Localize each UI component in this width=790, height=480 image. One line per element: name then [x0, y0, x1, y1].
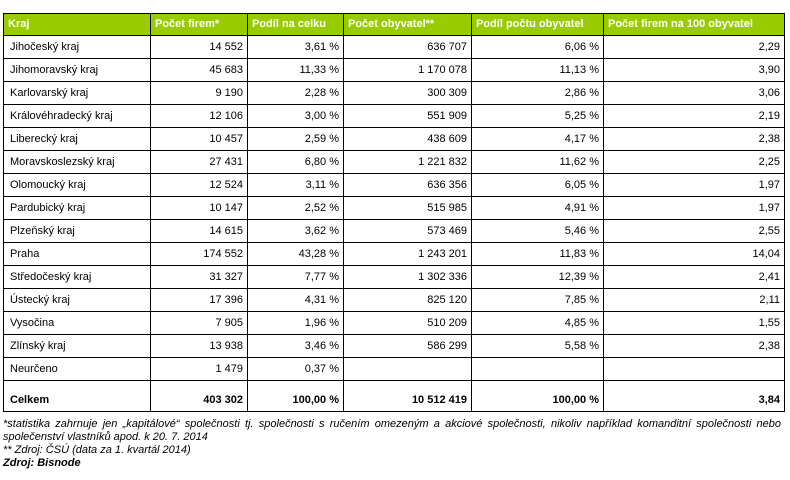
- cell-population: [344, 358, 472, 381]
- regions-table: [3, 13, 785, 412]
- cell-population: 300 309: [344, 82, 472, 105]
- cell-region: Vysočina: [4, 312, 151, 335]
- cell-firms: 17 396: [151, 289, 248, 312]
- cell-firms-per-100: 2,25: [604, 151, 785, 174]
- footnotes: [3, 418, 781, 470]
- cell-population-share: 11,13 %: [472, 59, 604, 82]
- spacer-cell: [248, 381, 344, 390]
- data-table-container: [3, 13, 785, 412]
- table-row: [4, 36, 785, 59]
- cell-share: 43,28 %: [248, 243, 344, 266]
- cell-firms: 12 106: [151, 105, 248, 128]
- cell-population-share: 2,86 %: [472, 82, 604, 105]
- cell-population: 586 299: [344, 335, 472, 358]
- total-population: 10 512 419: [344, 389, 472, 412]
- cell-share: 2,59 %: [248, 128, 344, 151]
- table-row: [4, 243, 785, 266]
- table-row: [4, 335, 785, 358]
- footnote-source-bisnode: Zdroj: Bisnode: [3, 457, 81, 469]
- cell-share: 3,62 %: [248, 220, 344, 243]
- cell-firms-per-100: [604, 358, 785, 381]
- cell-firms-per-100: 3,06: [604, 82, 785, 105]
- cell-population-share: 5,46 %: [472, 220, 604, 243]
- cell-region: Pardubický kraj: [4, 197, 151, 220]
- cell-region: Středočeský kraj: [4, 266, 151, 289]
- cell-population-share: 4,17 %: [472, 128, 604, 151]
- table-row: [4, 174, 785, 197]
- cell-population-share: 6,06 %: [472, 36, 604, 59]
- cell-firms: 174 552: [151, 243, 248, 266]
- cell-firms: 7 905: [151, 312, 248, 335]
- cell-firms-per-100: 1,55: [604, 312, 785, 335]
- cell-population-share: 4,91 %: [472, 197, 604, 220]
- cell-population: 438 609: [344, 128, 472, 151]
- total-firms-per-100: 3,84: [604, 389, 785, 412]
- cell-population: 1 243 201: [344, 243, 472, 266]
- cell-population: 1 302 336: [344, 266, 472, 289]
- cell-share: 11,33 %: [248, 59, 344, 82]
- total-row: [4, 389, 785, 412]
- cell-share: 3,46 %: [248, 335, 344, 358]
- cell-firms: 12 524: [151, 174, 248, 197]
- footnote-statistics: *statistika zahrnuje jen „kapitálové“ společnosti tj. společnosti s ručením omezeným a akciové společnosti, nikoliv například komanditní společnosti nebo společenství vlastníků apod. k 20. 7. 2014: [3, 418, 781, 443]
- spacer-row: [4, 381, 785, 390]
- cell-population-share: 4,85 %: [472, 312, 604, 335]
- cell-firms-per-100: 2,38: [604, 335, 785, 358]
- cell-firms: 14 615: [151, 220, 248, 243]
- table-row: [4, 220, 785, 243]
- column-header-podil-poctu-obyvatel: Podíl počtu obyvatel: [472, 14, 604, 36]
- cell-firms: 9 190: [151, 82, 248, 105]
- cell-firms-per-100: 2,19: [604, 105, 785, 128]
- cell-population-share: 5,25 %: [472, 105, 604, 128]
- column-header-pocet-firem: Počet firem*: [151, 14, 248, 36]
- cell-region: Zlínský kraj: [4, 335, 151, 358]
- footnote-source-csu: ** Zdroj: ČSÚ (data za 1. kvartál 2014): [3, 444, 191, 456]
- cell-region: Liberecký kraj: [4, 128, 151, 151]
- table-row: [4, 82, 785, 105]
- table-row: [4, 105, 785, 128]
- cell-firms-per-100: 2,11: [604, 289, 785, 312]
- cell-region: Neurčeno: [4, 358, 151, 381]
- cell-population: 825 120: [344, 289, 472, 312]
- cell-firms: 27 431: [151, 151, 248, 174]
- cell-population-share: 11,62 %: [472, 151, 604, 174]
- table-row: [4, 197, 785, 220]
- cell-firms-per-100: 2,41: [604, 266, 785, 289]
- cell-population-share: 7,85 %: [472, 289, 604, 312]
- cell-firms: 10 147: [151, 197, 248, 220]
- cell-population-share: 12,39 %: [472, 266, 604, 289]
- cell-share: 4,31 %: [248, 289, 344, 312]
- cell-firms-per-100: 3,90: [604, 59, 785, 82]
- cell-region: Ústecký kraj: [4, 289, 151, 312]
- header-row: [4, 14, 785, 36]
- cell-population-share: [472, 358, 604, 381]
- cell-population-share: 6,05 %: [472, 174, 604, 197]
- cell-firms-per-100: 14,04: [604, 243, 785, 266]
- spacer-cell: [472, 381, 604, 390]
- cell-population: 510 209: [344, 312, 472, 335]
- cell-population-share: 11,83 %: [472, 243, 604, 266]
- cell-firms-per-100: 2,38: [604, 128, 785, 151]
- column-header-kraj: Kraj: [4, 14, 151, 36]
- cell-population: 551 909: [344, 105, 472, 128]
- spacer-cell: [151, 381, 248, 390]
- column-header-firem-na-100-obyvatel: Počet firem na 100 obyvatel: [604, 14, 785, 36]
- total-firms: 403 302: [151, 389, 248, 412]
- cell-region: Plzeňský kraj: [4, 220, 151, 243]
- total-label: Celkem: [4, 389, 151, 412]
- table-row: [4, 128, 785, 151]
- cell-region: Karlovarský kraj: [4, 82, 151, 105]
- cell-population: 636 356: [344, 174, 472, 197]
- total-share: 100,00 %: [248, 389, 344, 412]
- table-row: [4, 266, 785, 289]
- spacer-cell: [604, 381, 785, 390]
- cell-region: Jihočeský kraj: [4, 36, 151, 59]
- cell-region: Královéhradecký kraj: [4, 105, 151, 128]
- table-row: [4, 289, 785, 312]
- column-header-podil-na-celku: Podíl na celku: [248, 14, 344, 36]
- cell-share: 6,80 %: [248, 151, 344, 174]
- table-row: [4, 59, 785, 82]
- cell-share: 2,28 %: [248, 82, 344, 105]
- cell-population-share: 5,58 %: [472, 335, 604, 358]
- cell-population: 515 985: [344, 197, 472, 220]
- cell-firms: 13 938: [151, 335, 248, 358]
- spacer-cell: [4, 381, 151, 390]
- cell-share: 2,52 %: [248, 197, 344, 220]
- cell-share: 3,61 %: [248, 36, 344, 59]
- cell-region: Praha: [4, 243, 151, 266]
- cell-firms: 31 327: [151, 266, 248, 289]
- cell-region: Moravskoslezský kraj: [4, 151, 151, 174]
- cell-population: 636 707: [344, 36, 472, 59]
- cell-population: 573 469: [344, 220, 472, 243]
- cell-firms-per-100: 2,55: [604, 220, 785, 243]
- spacer-cell: [344, 381, 472, 390]
- cell-share: 0,37 %: [248, 358, 344, 381]
- cell-region: Jihomoravský kraj: [4, 59, 151, 82]
- cell-share: 3,00 %: [248, 105, 344, 128]
- cell-share: 7,77 %: [248, 266, 344, 289]
- table-row: [4, 151, 785, 174]
- cell-firms: 14 552: [151, 36, 248, 59]
- total-population-share: 100,00 %: [472, 389, 604, 412]
- cell-firms: 10 457: [151, 128, 248, 151]
- cell-region: Olomoucký kraj: [4, 174, 151, 197]
- cell-firms-per-100: 1,97: [604, 197, 785, 220]
- cell-firms-per-100: 1,97: [604, 174, 785, 197]
- table-row: [4, 358, 785, 381]
- cell-population: 1 221 832: [344, 151, 472, 174]
- column-header-pocet-obyvatel: Počet obyvatel**: [344, 14, 472, 36]
- cell-share: 1,96 %: [248, 312, 344, 335]
- cell-firms-per-100: 2,29: [604, 36, 785, 59]
- cell-firms: 1 479: [151, 358, 248, 381]
- cell-share: 3,11 %: [248, 174, 344, 197]
- table-row: [4, 312, 785, 335]
- cell-firms: 45 683: [151, 59, 248, 82]
- cell-population: 1 170 078: [344, 59, 472, 82]
